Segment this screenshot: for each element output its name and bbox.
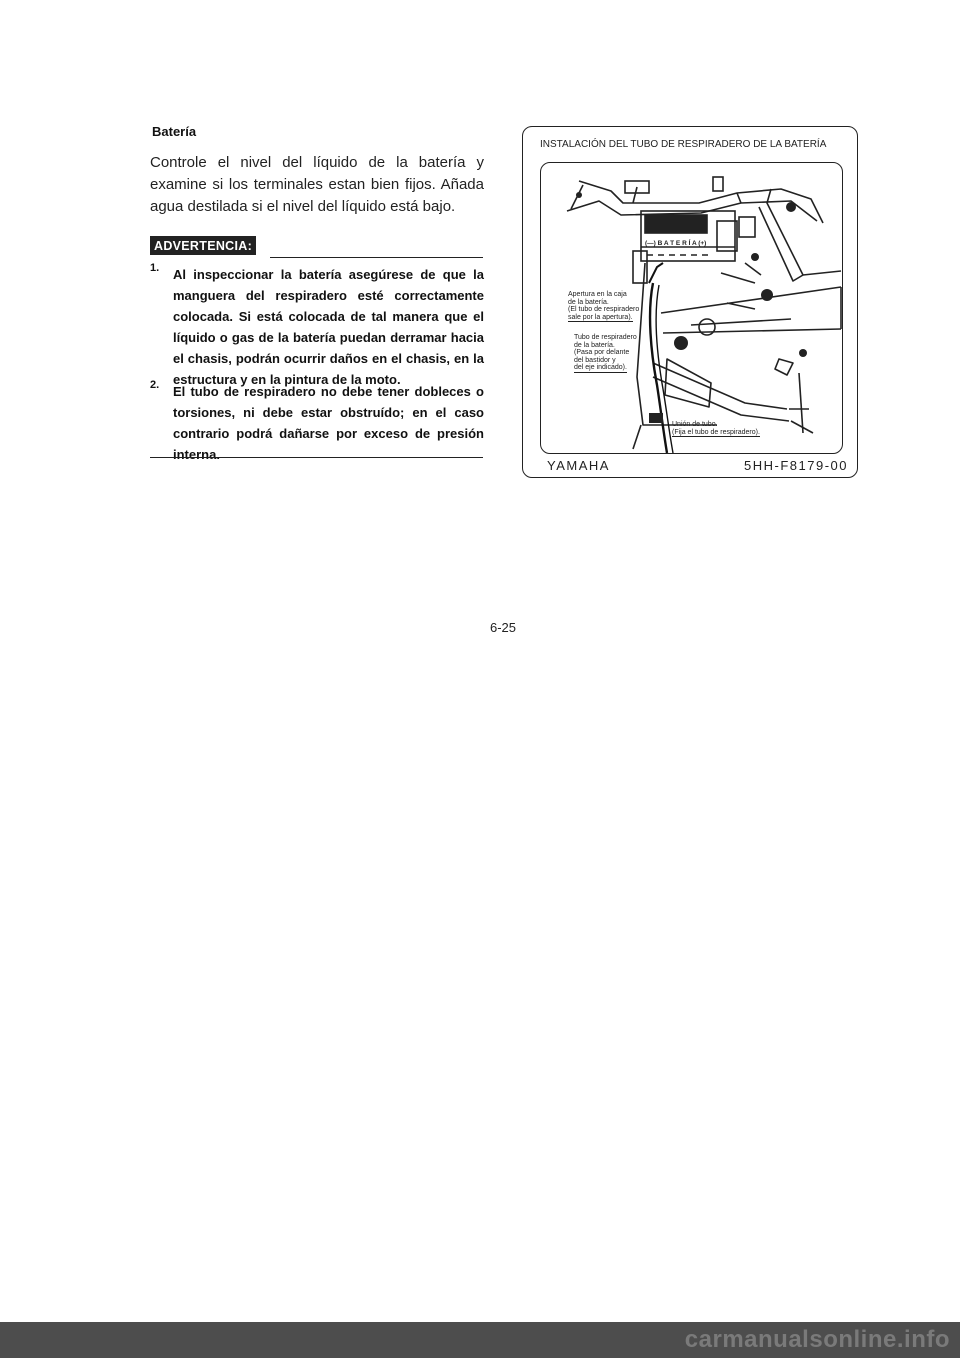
warning-item-number: 1. <box>150 262 160 274</box>
intro-paragraph: Controle el nivel del líquido de la batería y examine si los terminales estan bien fijos. Añada agua destilada si el nivel del líquido está bajo. <box>150 154 484 215</box>
page-number: 6-25 <box>490 620 517 635</box>
warning-top-rule <box>270 257 483 258</box>
warning-item <box>150 381 484 465</box>
warning-item-text: Al inspeccionar la batería asegúrese de que la manguera del respiradero esté correctamente colocada. Si está colocada de tal manera que el líquido o gas de la batería puedan derramar hacia el chasis, podrán ocurrir daños en el chasis, en la estructura y en la pintura de la moto. <box>173 267 484 387</box>
warning-item-number: 2. <box>150 379 160 391</box>
callout-battery-box-opening: Apertura en la caja de la batería. (El tubo de respiradero sale por la apertura). <box>568 291 640 321</box>
watermark-text: carmanualsonline.info <box>684 1326 950 1353</box>
part-number: 5HH-F8179-00 <box>744 458 848 473</box>
warning-label: ADVERTENCIA: <box>150 236 256 255</box>
brand-name: YAMAHA <box>547 458 610 473</box>
warning-item <box>150 264 484 390</box>
breather-tube-diagram <box>540 162 843 454</box>
warning-bottom-rule <box>150 457 483 458</box>
callout-breather-tube: Tubo de respiradero de la batería. (Pasa por delante del bastidor y del eje indicado). <box>574 334 637 371</box>
callout-tube-joint: Unión de tubo. (Fija el tubo de respiradero). <box>672 421 760 436</box>
battery-label-text: (—) B A T E R Í A (+) <box>645 240 707 247</box>
watermark-bar <box>0 1322 960 1358</box>
section-title: Batería <box>152 124 197 139</box>
label-heading: INSTALACIÓN DEL TUBO DE RESPIRADERO DE LA BATERÍA <box>540 139 827 150</box>
warning-item-text: El tubo de respiradero no debe tener dobleces o torsiones, ni debe estar obstruído; en el caso contrario podrá dañarse por exceso de presión interna. <box>173 384 484 462</box>
